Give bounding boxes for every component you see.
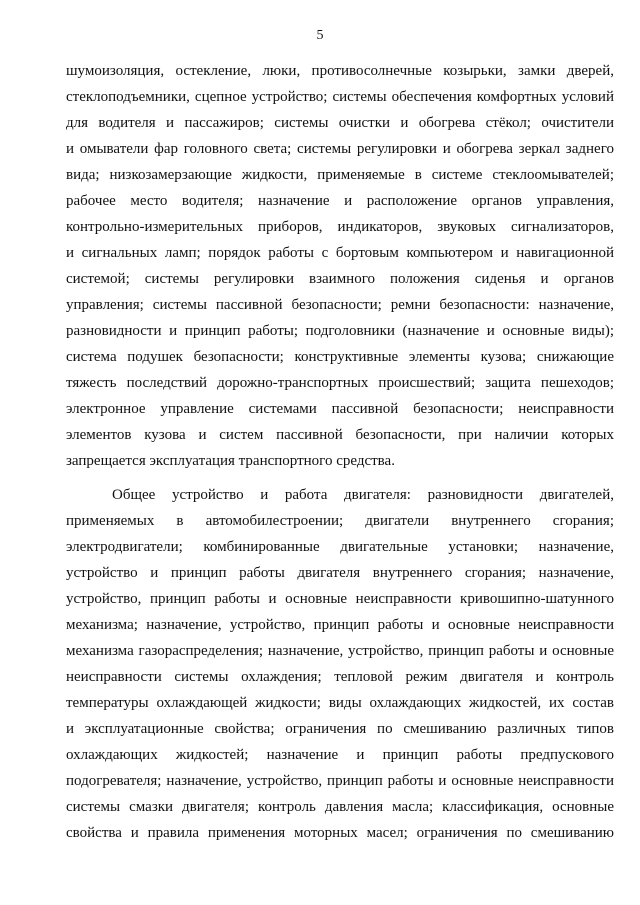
- text-line: и омыватели фар головного света; системы регулировки и обогрева зеркал заднего: [66, 141, 614, 157]
- text-line: электронное управление системами пассивной безопасности; неисправности: [66, 401, 614, 417]
- text-line: электродвигатели; комбинированные двигательные установки; назначение,: [66, 539, 614, 555]
- text-line: охлаждающих жидкостей; назначение и принцип работы предпускового: [66, 747, 614, 763]
- text-line: системы смазки двигателя; контроль давления масла; классификация, основные: [66, 799, 614, 815]
- body-text: [66, 58, 614, 846]
- text-line: устройство, принцип работы и основные неисправности кривошипно-шатунного: [66, 591, 614, 607]
- text-line: система подушек безопасности; конструктивные элементы кузова; снижающие: [66, 349, 614, 365]
- text-line: устройство и принцип работы двигателя внутреннего сгорания; назначение,: [66, 565, 614, 581]
- text-line: и сигнальных ламп; порядок работы с бортовым компьютером и навигационной: [66, 245, 614, 261]
- page-number: 5: [316, 28, 324, 43]
- text-line: применяемых в автомобилестроении; двигатели внутреннего сгорания;: [66, 513, 614, 529]
- text-line: стеклоподъемники, сцепное устройство; системы обеспечения комфортных условий: [66, 89, 614, 105]
- text-line: и эксплуатационные свойства; ограничения по смешиванию различных типов: [66, 721, 614, 737]
- text-line: неисправности системы охлаждения; тепловой режим двигателя и контроль: [66, 669, 614, 685]
- text-line: для водителя и пассажиров; системы очистки и обогрева стёкол; очистители: [66, 115, 614, 131]
- text-line: подогревателя; назначение, устройство, принцип работы и основные неисправности: [66, 773, 614, 789]
- text-line: свойства и правила применения моторных масел; ограничения по смешиванию: [66, 825, 614, 841]
- text-line: вида; низкозамерзающие жидкости, применяемые в системе стеклоомывателей;: [66, 167, 614, 183]
- text-line: температуры охлаждающей жидкости; виды охлаждающих жидкостей, их состав: [66, 695, 614, 711]
- text-line: шумоизоляция, остекление, люки, противосолнечные козырьки, замки дверей,: [66, 63, 614, 79]
- text-line: контрольно-измерительных приборов, индикаторов, звуковых сигнализаторов,: [66, 219, 614, 235]
- paragraph-2: [66, 482, 614, 846]
- text-line: управления; системы пассивной безопасности; ремни безопасности: назначение,: [66, 297, 614, 313]
- text-line: запрещается эксплуатация транспортного средства.: [66, 453, 395, 469]
- text-line: Общее устройство и работа двигателя: разновидности двигателей,: [112, 487, 614, 503]
- text-line: элементов кузова и систем пассивной безопасности, при наличии которых: [66, 427, 614, 443]
- text-line: тяжесть последствий дорожно-транспортных происшествий; защита пешеходов;: [66, 375, 614, 391]
- text-line: разновидности и принцип работы; подголовники (назначение и основные виды);: [66, 323, 614, 339]
- text-line: механизма; назначение, устройство, принцип работы и основные неисправности: [66, 617, 614, 633]
- text-line: механизма газораспределения; назначение, устройство, принцип работы и основные: [66, 643, 614, 659]
- text-line: рабочее место водителя; назначение и расположение органов управления,: [66, 193, 614, 209]
- text-line: системой; системы регулировки взаимного положения сиденья и органов: [66, 271, 614, 287]
- paragraph-1: [66, 58, 614, 474]
